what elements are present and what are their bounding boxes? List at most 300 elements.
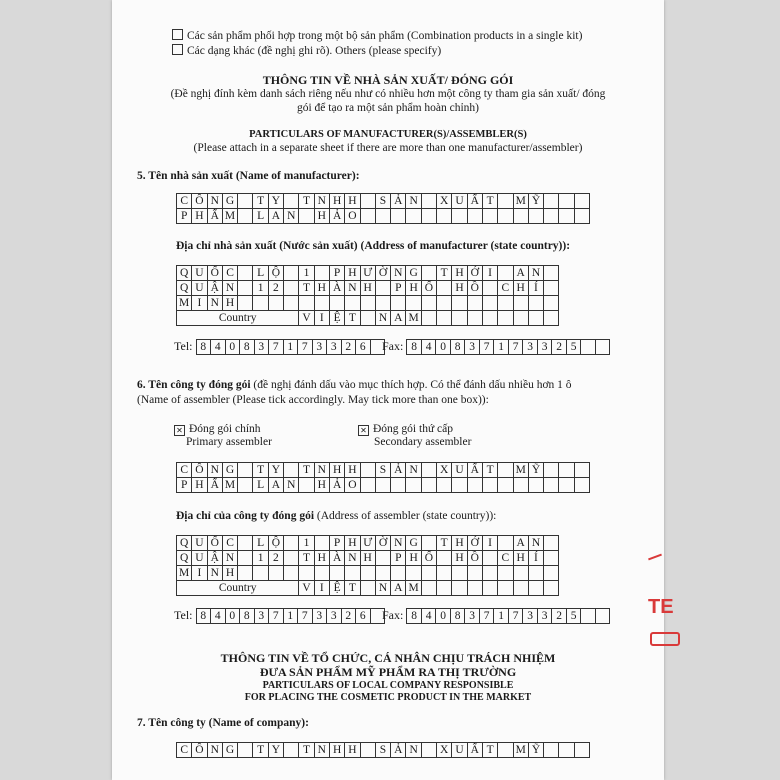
grid-cell[interactable] <box>437 581 452 596</box>
grid-cell[interactable] <box>299 296 314 311</box>
grid-cell[interactable]: 1 <box>253 551 268 566</box>
grid-cell[interactable] <box>238 209 253 224</box>
grid-cell[interactable] <box>544 296 559 311</box>
grid-cell[interactable]: Ấ <box>467 743 482 758</box>
grid-cell[interactable]: Y <box>268 463 283 478</box>
grid-cell[interactable] <box>574 194 589 209</box>
grid-cell[interactable]: H <box>406 281 421 296</box>
grid-cell[interactable]: I <box>192 566 207 581</box>
grid-cell[interactable]: L <box>253 536 268 551</box>
checkbox-combination[interactable] <box>172 29 183 40</box>
grid-cell[interactable]: Ồ <box>467 551 482 566</box>
grid-cell[interactable]: 1 <box>253 281 268 296</box>
grid-cell[interactable] <box>498 536 513 551</box>
grid-cell[interactable] <box>268 296 283 311</box>
grid-cell[interactable]: N <box>207 463 222 478</box>
grid-cell[interactable] <box>345 566 360 581</box>
grid-cell[interactable]: H <box>329 194 344 209</box>
grid-cell[interactable]: I <box>314 581 329 596</box>
checkbox-secondary-assembler-checked[interactable] <box>358 425 369 436</box>
grid-cell[interactable]: 1 <box>299 536 314 551</box>
grid-cell[interactable]: H <box>513 551 528 566</box>
grid-cell[interactable]: H <box>345 194 360 209</box>
grid-cell[interactable] <box>528 566 543 581</box>
grid-cell[interactable] <box>559 209 574 224</box>
grid-cell[interactable]: H <box>314 281 329 296</box>
grid-cell[interactable]: Ỹ <box>528 743 543 758</box>
grid-cell[interactable]: 0 <box>225 609 240 624</box>
grid-cell[interactable] <box>528 478 543 493</box>
grid-cell[interactable]: Ỹ <box>528 463 543 478</box>
grid-cell[interactable] <box>452 296 467 311</box>
grid-cell[interactable]: 8 <box>407 609 422 624</box>
grid-cell[interactable]: 3 <box>537 340 552 355</box>
grid-cell[interactable]: S <box>375 463 390 478</box>
grid-cell[interactable] <box>544 281 559 296</box>
grid-cell[interactable] <box>498 743 513 758</box>
grid-cell[interactable]: U <box>192 536 207 551</box>
grid-cell[interactable]: Ậ <box>207 551 222 566</box>
grid-cell[interactable]: U <box>192 281 207 296</box>
grid-cell[interactable] <box>268 566 283 581</box>
grid-cell[interactable]: Ờ <box>375 266 390 281</box>
grid-cell[interactable] <box>574 743 589 758</box>
grid-cell[interactable] <box>238 551 253 566</box>
grid-cell[interactable]: T <box>299 463 314 478</box>
grid-cell[interactable] <box>284 194 299 209</box>
grid-cell[interactable] <box>375 209 390 224</box>
grid-cell[interactable] <box>421 296 436 311</box>
grid-cell[interactable] <box>452 478 467 493</box>
grid-cell[interactable] <box>559 743 574 758</box>
grid-cell[interactable]: T <box>345 311 360 326</box>
grid-cell[interactable]: Ệ <box>329 311 344 326</box>
manufacturer-name-grid[interactable] <box>176 193 590 224</box>
grid-cell[interactable]: G <box>222 463 237 478</box>
grid-cell[interactable]: 5 <box>566 340 581 355</box>
grid-cell[interactable] <box>498 581 513 596</box>
grid-cell[interactable]: 2 <box>268 551 283 566</box>
grid-cell[interactable]: 8 <box>450 609 465 624</box>
grid-cell[interactable]: C <box>222 536 237 551</box>
grid-cell[interactable]: Ấ <box>467 194 482 209</box>
grid-cell[interactable]: Q <box>177 536 192 551</box>
grid-cell[interactable]: Q <box>177 266 192 281</box>
grid-cell[interactable]: H <box>513 281 528 296</box>
grid-cell[interactable]: 3 <box>523 609 538 624</box>
grid-cell[interactable]: N <box>284 209 299 224</box>
grid-cell[interactable]: Y <box>268 743 283 758</box>
grid-cell[interactable]: T <box>299 551 314 566</box>
grid-cell[interactable]: 7 <box>479 609 494 624</box>
grid-cell[interactable]: H <box>329 463 344 478</box>
grid-cell[interactable] <box>238 478 253 493</box>
grid-cell[interactable] <box>299 209 314 224</box>
grid-cell[interactable]: T <box>437 266 452 281</box>
grid-cell[interactable]: N <box>222 551 237 566</box>
grid-cell[interactable] <box>391 566 406 581</box>
grid-cell[interactable]: 1 <box>283 609 298 624</box>
grid-cell[interactable]: 4 <box>421 340 436 355</box>
grid-cell[interactable] <box>574 478 589 493</box>
grid-cell[interactable] <box>467 478 482 493</box>
grid-cell[interactable] <box>544 478 559 493</box>
grid-cell[interactable] <box>238 281 253 296</box>
grid-cell[interactable]: N <box>345 551 360 566</box>
grid-cell[interactable]: T <box>482 194 497 209</box>
grid-cell[interactable] <box>314 536 329 551</box>
option-primary-assembler[interactable]: ✕Đóng gói chính Primary assembler <box>174 423 272 448</box>
grid-cell[interactable]: P <box>177 209 192 224</box>
grid-cell[interactable] <box>513 311 528 326</box>
grid-cell[interactable]: Ô <box>192 463 207 478</box>
grid-cell[interactable] <box>498 566 513 581</box>
assembler-tel-grid[interactable] <box>196 608 386 624</box>
grid-cell[interactable]: 8 <box>450 340 465 355</box>
grid-cell[interactable]: 3 <box>312 609 327 624</box>
grid-cell[interactable]: N <box>375 311 390 326</box>
manufacturer-tel-grid[interactable] <box>196 339 386 355</box>
grid-cell[interactable]: H <box>345 266 360 281</box>
grid-cell[interactable]: T <box>345 581 360 596</box>
grid-cell[interactable] <box>329 296 344 311</box>
grid-cell[interactable]: N <box>406 463 421 478</box>
grid-cell[interactable] <box>360 581 375 596</box>
grid-cell[interactable]: V <box>299 311 314 326</box>
grid-cell[interactable] <box>284 463 299 478</box>
grid-cell[interactable]: 1 <box>494 609 509 624</box>
grid-cell[interactable]: Ỹ <box>528 194 543 209</box>
grid-cell[interactable]: 2 <box>552 340 567 355</box>
grid-cell[interactable]: H <box>360 551 375 566</box>
grid-cell[interactable] <box>513 478 528 493</box>
grid-cell[interactable] <box>314 266 329 281</box>
grid-cell[interactable] <box>238 463 253 478</box>
grid-cell[interactable]: U <box>192 266 207 281</box>
grid-cell[interactable] <box>421 194 436 209</box>
grid-cell[interactable]: Ả <box>391 194 406 209</box>
grid-cell[interactable]: H <box>329 743 344 758</box>
grid-cell[interactable]: H <box>360 281 375 296</box>
grid-cell[interactable]: H <box>345 743 360 758</box>
grid-cell[interactable]: Ố <box>207 536 222 551</box>
grid-cell[interactable] <box>544 581 559 596</box>
grid-cell[interactable]: M <box>406 581 421 596</box>
grid-cell[interactable]: A <box>391 581 406 596</box>
manufacturer-address-grid[interactable] <box>176 265 559 326</box>
grid-cell[interactable]: N <box>391 266 406 281</box>
grid-cell[interactable]: N <box>391 536 406 551</box>
grid-cell[interactable]: 0 <box>225 340 240 355</box>
grid-cell[interactable] <box>498 311 513 326</box>
grid-cell[interactable]: I <box>192 296 207 311</box>
grid-cell[interactable] <box>437 478 452 493</box>
grid-cell[interactable]: N <box>528 266 543 281</box>
grid-cell[interactable] <box>360 463 375 478</box>
grid-cell[interactable]: H <box>314 478 329 493</box>
grid-cell[interactable] <box>299 478 314 493</box>
grid-cell[interactable]: P <box>391 281 406 296</box>
grid-cell[interactable] <box>421 566 436 581</box>
grid-cell[interactable]: 7 <box>508 609 523 624</box>
grid-cell[interactable]: C <box>177 194 192 209</box>
grid-cell[interactable]: Ậ <box>207 281 222 296</box>
grid-cell[interactable] <box>238 296 253 311</box>
grid-cell[interactable] <box>406 209 421 224</box>
grid-cell[interactable]: H <box>192 478 207 493</box>
grid-cell[interactable] <box>595 340 610 355</box>
grid-cell[interactable]: Ô <box>192 743 207 758</box>
grid-cell[interactable]: N <box>406 194 421 209</box>
grid-cell[interactable] <box>284 566 299 581</box>
grid-cell[interactable] <box>329 566 344 581</box>
grid-cell[interactable] <box>544 536 559 551</box>
grid-cell[interactable] <box>528 209 543 224</box>
grid-cell[interactable]: G <box>222 743 237 758</box>
grid-cell[interactable]: H <box>452 536 467 551</box>
grid-cell[interactable]: U <box>452 194 467 209</box>
grid-cell[interactable]: X <box>437 463 452 478</box>
grid-cell[interactable] <box>467 209 482 224</box>
grid-cell[interactable]: Ả <box>391 463 406 478</box>
grid-cell[interactable]: M <box>406 311 421 326</box>
grid-cell[interactable] <box>284 536 299 551</box>
grid-cell[interactable]: I <box>482 536 497 551</box>
grid-cell[interactable]: 3 <box>465 340 480 355</box>
grid-cell[interactable]: 0 <box>436 609 451 624</box>
grid-cell[interactable] <box>360 296 375 311</box>
grid-cell[interactable]: 3 <box>465 609 480 624</box>
grid-cell[interactable]: P <box>329 536 344 551</box>
grid-cell[interactable] <box>482 209 497 224</box>
grid-cell[interactable]: 6 <box>356 609 371 624</box>
grid-cell[interactable]: N <box>207 296 222 311</box>
grid-cell[interactable] <box>498 266 513 281</box>
grid-cell[interactable] <box>482 296 497 311</box>
grid-cell[interactable]: H <box>452 266 467 281</box>
grid-cell[interactable]: 7 <box>269 609 284 624</box>
grid-cell[interactable] <box>467 566 482 581</box>
grid-cell[interactable]: M <box>222 209 237 224</box>
grid-cell[interactable]: H <box>314 209 329 224</box>
assembler-name-grid[interactable] <box>176 462 590 493</box>
option-others[interactable]: Các dạng khác (đề nghị ghi rõ). Others (please specify) <box>172 44 441 57</box>
grid-cell[interactable] <box>544 551 559 566</box>
grid-cell[interactable]: 7 <box>298 609 313 624</box>
grid-cell[interactable]: À <box>329 281 344 296</box>
grid-cell[interactable]: A <box>513 536 528 551</box>
grid-cell[interactable]: N <box>314 194 329 209</box>
grid-cell[interactable]: P <box>177 478 192 493</box>
grid-cell[interactable] <box>482 551 497 566</box>
grid-cell[interactable] <box>375 566 390 581</box>
grid-cell[interactable]: T <box>299 281 314 296</box>
grid-cell[interactable]: 7 <box>508 340 523 355</box>
grid-cell[interactable] <box>528 296 543 311</box>
grid-cell[interactable]: 8 <box>196 609 211 624</box>
grid-cell[interactable] <box>421 581 436 596</box>
grid-cell[interactable] <box>498 296 513 311</box>
grid-cell[interactable]: Í <box>528 551 543 566</box>
grid-cell[interactable]: Ớ <box>467 536 482 551</box>
grid-cell[interactable]: C <box>498 281 513 296</box>
grid-cell[interactable] <box>513 209 528 224</box>
grid-cell[interactable] <box>360 566 375 581</box>
grid-cell[interactable] <box>406 478 421 493</box>
grid-cell[interactable]: G <box>222 194 237 209</box>
grid-cell[interactable]: T <box>253 194 268 209</box>
grid-cell[interactable]: H <box>452 551 467 566</box>
grid-cell[interactable]: 3 <box>327 609 342 624</box>
grid-cell[interactable]: 8 <box>196 340 211 355</box>
grid-cell[interactable]: 3 <box>254 609 269 624</box>
grid-cell[interactable]: A <box>268 209 283 224</box>
grid-cell[interactable]: C <box>177 463 192 478</box>
grid-cell[interactable]: H <box>345 536 360 551</box>
grid-cell[interactable]: I <box>314 311 329 326</box>
grid-cell[interactable]: Ư <box>360 266 375 281</box>
grid-cell[interactable] <box>452 311 467 326</box>
grid-cell[interactable]: Ố <box>421 551 436 566</box>
grid-cell[interactable]: X <box>437 194 452 209</box>
grid-cell[interactable] <box>391 209 406 224</box>
grid-cell[interactable]: Ấ <box>467 463 482 478</box>
grid-cell[interactable]: P <box>329 266 344 281</box>
grid-cell[interactable]: H <box>314 551 329 566</box>
grid-cell[interactable]: 1 <box>494 340 509 355</box>
grid-cell[interactable]: Ả <box>329 209 344 224</box>
grid-cell[interactable]: 8 <box>240 340 255 355</box>
grid-cell[interactable]: 2 <box>552 609 567 624</box>
grid-cell[interactable] <box>238 743 253 758</box>
grid-cell[interactable]: U <box>452 743 467 758</box>
grid-cell[interactable] <box>314 296 329 311</box>
grid-cell[interactable] <box>498 194 513 209</box>
grid-cell[interactable]: H <box>406 551 421 566</box>
grid-cell[interactable] <box>482 581 497 596</box>
grid-cell[interactable]: A <box>268 478 283 493</box>
grid-cell[interactable] <box>467 311 482 326</box>
grid-cell[interactable] <box>437 209 452 224</box>
grid-cell[interactable] <box>581 609 596 624</box>
grid-cell[interactable] <box>421 478 436 493</box>
grid-cell[interactable]: 2 <box>341 609 356 624</box>
manufacturer-fax-grid[interactable] <box>406 339 610 355</box>
grid-cell[interactable]: T <box>253 463 268 478</box>
grid-cell[interactable]: C <box>222 266 237 281</box>
grid-cell[interactable]: 0 <box>436 340 451 355</box>
grid-cell[interactable] <box>452 581 467 596</box>
grid-cell[interactable] <box>253 566 268 581</box>
grid-cell[interactable] <box>559 194 574 209</box>
grid-cell[interactable]: 5 <box>566 609 581 624</box>
grid-cell[interactable] <box>482 311 497 326</box>
grid-cell[interactable] <box>421 463 436 478</box>
grid-cell[interactable]: Ồ <box>467 281 482 296</box>
grid-cell[interactable]: 7 <box>479 340 494 355</box>
grid-cell[interactable]: G <box>406 536 421 551</box>
grid-cell[interactable]: 6 <box>356 340 371 355</box>
grid-cell[interactable]: P <box>391 551 406 566</box>
grid-cell[interactable]: 1 <box>283 340 298 355</box>
grid-cell[interactable] <box>513 566 528 581</box>
grid-cell[interactable] <box>528 311 543 326</box>
grid-cell[interactable]: 7 <box>269 340 284 355</box>
grid-cell[interactable]: L <box>253 478 268 493</box>
grid-cell[interactable]: 3 <box>537 609 552 624</box>
grid-cell[interactable] <box>345 296 360 311</box>
grid-cell[interactable] <box>467 296 482 311</box>
grid-cell[interactable]: 2 <box>341 340 356 355</box>
assembler-address-grid[interactable] <box>176 535 559 596</box>
grid-cell[interactable]: Ộ <box>268 266 283 281</box>
grid-cell[interactable] <box>284 281 299 296</box>
grid-cell[interactable]: M <box>177 566 192 581</box>
grid-cell[interactable] <box>284 743 299 758</box>
grid-cell[interactable] <box>360 194 375 209</box>
grid-cell[interactable]: M <box>513 743 528 758</box>
grid-cell[interactable] <box>284 266 299 281</box>
grid-cell[interactable]: Ẩ <box>207 209 222 224</box>
grid-cell[interactable] <box>360 743 375 758</box>
grid-cell[interactable] <box>559 463 574 478</box>
grid-cell[interactable] <box>482 281 497 296</box>
grid-cell[interactable]: 3 <box>254 340 269 355</box>
grid-cell[interactable] <box>498 463 513 478</box>
grid-cell[interactable]: S <box>375 194 390 209</box>
grid-cell[interactable] <box>360 209 375 224</box>
grid-cell[interactable]: 1 <box>299 266 314 281</box>
grid-cell[interactable] <box>595 609 610 624</box>
grid-cell[interactable]: Y <box>268 194 283 209</box>
grid-cell[interactable]: T <box>437 536 452 551</box>
grid-cell[interactable] <box>375 478 390 493</box>
grid-cell[interactable]: T <box>253 743 268 758</box>
grid-cell[interactable] <box>544 209 559 224</box>
grid-cell[interactable] <box>581 340 596 355</box>
local-company-name-grid[interactable] <box>176 742 590 758</box>
grid-cell[interactable]: V <box>299 581 314 596</box>
grid-cell[interactable] <box>574 209 589 224</box>
grid-cell[interactable] <box>452 209 467 224</box>
grid-cell[interactable]: N <box>345 281 360 296</box>
grid-cell[interactable]: Ệ <box>329 581 344 596</box>
grid-cell[interactable] <box>482 566 497 581</box>
assembler-fax-grid[interactable] <box>406 608 610 624</box>
grid-cell[interactable]: 3 <box>312 340 327 355</box>
grid-cell[interactable]: H <box>452 281 467 296</box>
grid-cell[interactable]: Q <box>177 281 192 296</box>
grid-cell[interactable]: Ả <box>329 478 344 493</box>
grid-cell[interactable]: L <box>253 266 268 281</box>
grid-cell[interactable]: 4 <box>211 609 226 624</box>
grid-cell[interactable] <box>513 581 528 596</box>
grid-cell[interactable] <box>314 566 329 581</box>
grid-cell[interactable] <box>421 311 436 326</box>
grid-cell[interactable]: N <box>207 566 222 581</box>
grid-cell[interactable]: H <box>222 566 237 581</box>
grid-cell[interactable]: N <box>406 743 421 758</box>
option-combination[interactable]: Các sản phẩm phối hợp trong một bộ sản phẩm (Combination products in a single kit) <box>172 29 582 42</box>
grid-cell[interactable]: O <box>345 209 360 224</box>
grid-cell[interactable]: Ẩ <box>207 478 222 493</box>
grid-cell[interactable] <box>253 296 268 311</box>
grid-cell[interactable] <box>437 566 452 581</box>
grid-cell[interactable]: X <box>437 743 452 758</box>
grid-cell[interactable] <box>375 281 390 296</box>
grid-cell[interactable]: T <box>299 194 314 209</box>
grid-cell[interactable]: Ố <box>421 281 436 296</box>
